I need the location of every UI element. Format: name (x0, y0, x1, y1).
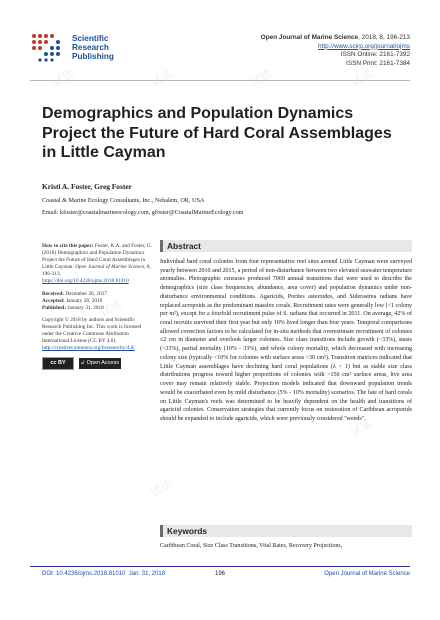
title-line: in Little Cayman (42, 144, 166, 161)
cc-by-badge[interactable]: cc BY (42, 357, 74, 370)
journal-citation-line (261, 34, 410, 43)
email-line: Email: kfoster@coastalmarineecology.com, gfoster@CoastalMarineEcology.com (42, 208, 244, 216)
abstract-heading: Abstract (160, 240, 412, 252)
journal-info (261, 34, 410, 68)
published-date: January 31, 2018 (66, 304, 104, 311)
authors: Kristi A. Foster, Greg Foster (42, 182, 132, 191)
license-badges (42, 357, 152, 370)
publisher-name-line: Publishing (72, 52, 114, 62)
dates-block (42, 291, 152, 312)
publisher-name-line: Research (72, 43, 109, 53)
issn-print: ISSN Print: 2161-7384 (346, 59, 410, 67)
affiliation-line: Coastal & Marine Ecology Consultants, Inc., Nehalem, OR, USA (42, 197, 205, 204)
abstract-section (160, 240, 412, 424)
footer-date: Jan. 31, 2018 (128, 571, 166, 577)
keywords-heading: Keywords (160, 525, 412, 537)
doi-link[interactable]: https://doi.org/10.4236/ojms.2018.81010 (42, 278, 129, 285)
cite-volume: , 8, 196-213. (42, 264, 151, 278)
watermark: 试读 (148, 478, 175, 500)
abstract-text: Individual hard coral colonies from four representative reef sites around Little Cayman were surveyed yearly between 2010 and 2015, a period of non-disturbance between two elevated seawater temperature anomalies. Photographic censuses produced 7069 annual transitions that were used to describe the demographics (size class frequencies, abundance, area cover) and population dynamics under non-disturbance environmental conditions. Agaricids, Porites asteroides, and Siderastrea radians have replaced acropoids as the predominant massive corals. Recruitment rates were generally low (<1 colony per m²), except for a fourfold recruitment pulse of S. radians that occurred in 2011. On average, 42% of coral recruits survived their first year but only 10% lived longer than four years. Temporal comparisons allowed correction factors to be calculated for in-situ methods that overestimate recruitment of colonies ≤2 cm in diameter and overlook larger colonies. Size class transitions include growth (~33%), stasis (~33%), partial mortality (10% - 33%), and whole colony mortality, which decreased with increasing colony size (typically <10% for colonies with surface areas >30 cm²). Transition matrices indicated that Little Cayman assemblages have declining hard coral populations (λ < 1) but as stable size class distributions progress toward higher proportions of colonies with >150 cm² surface areas, live area cover may remain relatively stable. Projection models indicated that downward population trends would be exacerbated even by mild disturbance (5% - 10% mortality) scenarios. The fate of hard corals on Little Cayman's reefs was determined to be heavily dependent on the health and transitions of agariciid colonies. Conservation strategies that currently focus on restoration of Caribbean acroporids should be expanded to include agaricids, which were previously considered "weeds". (160, 259, 412, 422)
open-access-label: Open Access (86, 360, 119, 367)
watermark: 试读 (50, 68, 77, 90)
footer-divider (30, 566, 410, 567)
published-label: Published: (42, 304, 67, 311)
publisher-name-line: Scientific (72, 34, 109, 43)
title-line: Demographics and Population Dynamics (42, 105, 354, 122)
publisher-logo-icon (30, 32, 66, 62)
footer-doi-text[interactable]: DOI: 10.4236/ojms.2018.81010 (42, 571, 126, 577)
keywords-section (160, 525, 412, 551)
license-link[interactable]: http://creativecommons.org/licenses/by/4.0/ (42, 345, 135, 352)
received-date: December 26, 2017 (64, 290, 108, 297)
open-lock-icon: 🔓︎ (81, 360, 85, 367)
footer-doi (42, 571, 165, 577)
cite-text: Foster, K.A. and Foster, G. (2018) Demographics and Population Dynamics Project the Future of Hard Coral Assemblages in Little Cayman. (42, 243, 152, 271)
footer-journal: Open Journal of Marine Science (324, 571, 410, 577)
journal-citation: , 2018, 8, 196-213 (358, 34, 410, 41)
accepted-label: Accepted: (42, 297, 65, 304)
affiliation (42, 196, 402, 217)
watermark: 试读 (248, 298, 275, 320)
open-access-badge[interactable] (79, 358, 121, 369)
cite-journal: Open Journal of Marine Science (75, 264, 145, 271)
journal-url-link[interactable]: http://www.scirp.org/journal/ojms (318, 42, 410, 50)
watermark: 试读 (248, 68, 275, 90)
journal-name: Open Journal of Marine Science (260, 34, 359, 41)
header-divider (30, 80, 410, 81)
watermark: 试读 (348, 418, 375, 440)
watermark: 试读 (98, 298, 125, 320)
watermark: 试读 (348, 68, 375, 90)
keywords-text: Caribbean Coral, Size Class Transitions, Vital Rates, Recovery Projections, (160, 543, 343, 549)
copyright-text: Copyright © 2018 by authors and Scientific Research Publishing Inc. This work is licensed under the Creative Commons Attribution International License (CC BY 4.0). (42, 316, 142, 345)
cite-label: How to cite this paper: (42, 243, 94, 249)
issn-online: ISSN Online: 2161-7392 (340, 51, 410, 59)
citation-block (42, 243, 152, 286)
received-label: Received: (42, 290, 65, 297)
paper-title (42, 104, 402, 163)
accepted-date: January 28, 2018 (64, 297, 103, 304)
sidebar (42, 243, 152, 370)
page-number: 196 (215, 571, 226, 577)
publisher-name (72, 34, 114, 62)
copyright-block (42, 317, 152, 352)
watermark: 试读 (148, 68, 175, 90)
title-line: Project the Future of Hard Coral Assemblages (42, 124, 392, 142)
